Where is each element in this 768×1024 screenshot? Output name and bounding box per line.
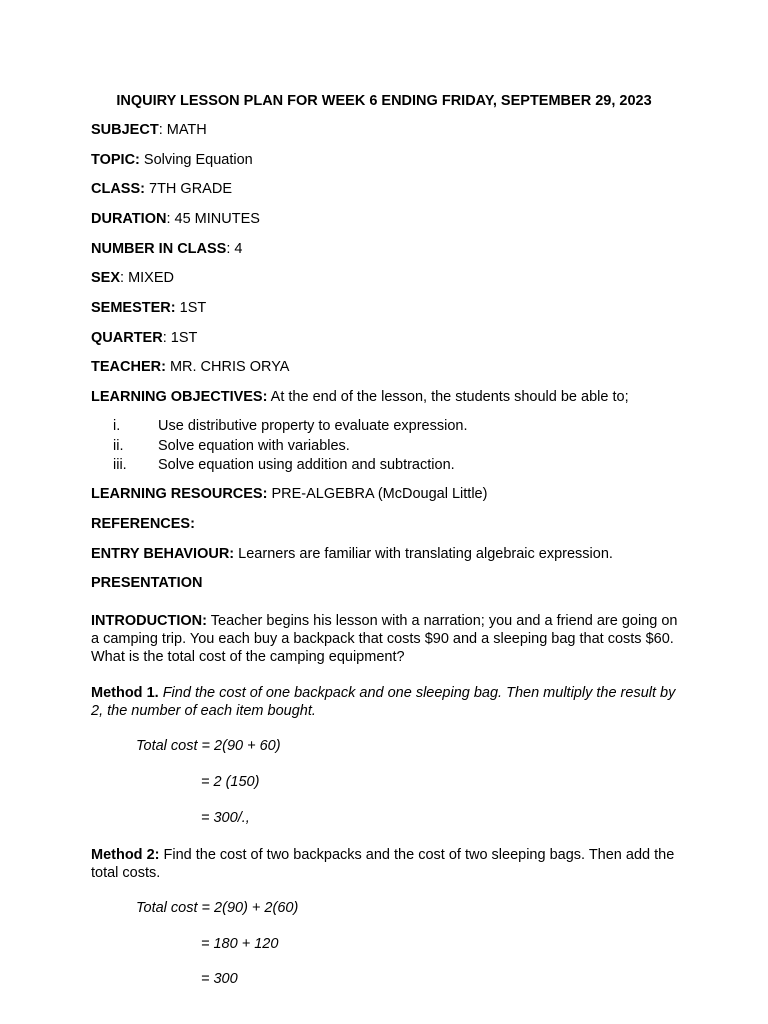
method1-equation-2: = 2 (150): [201, 774, 260, 790]
method1-label: Method 1.: [91, 685, 159, 701]
teacher-label: TEACHER:: [91, 359, 166, 375]
class-label: CLASS:: [91, 181, 145, 197]
teacher-field: [91, 359, 289, 375]
learning-objectives-label: LEARNING OBJECTIVES:: [91, 389, 268, 405]
number-in-class-sep: :: [226, 241, 235, 257]
method2-equation-1: Total cost = 2(90) + 2(60): [136, 900, 299, 916]
duration-field: [91, 211, 260, 227]
objective-text: Solve equation with variables.: [158, 438, 350, 454]
quarter-field: [91, 330, 197, 346]
document-title: INQUIRY LESSON PLAN FOR WEEK 6 ENDING FRIDAY, SEPTEMBER 29, 2023: [116, 93, 652, 109]
teacher-value: MR. CHRIS ORYA: [169, 359, 290, 375]
learning-objectives-value: At the end of the lesson, the students should be able to;: [270, 389, 629, 405]
objective-number: ii.: [113, 438, 124, 454]
introduction-label: INTRODUCTION:: [91, 613, 207, 629]
references-field: [91, 516, 195, 532]
objective-text: Solve equation using addition and subtraction.: [158, 457, 455, 473]
number-in-class-label: NUMBER IN CLASS: [91, 241, 227, 257]
presentation-label: PRESENTATION: [91, 575, 203, 591]
method2-equation-2: = 180 + 120: [201, 936, 279, 952]
presentation-heading: [91, 575, 202, 591]
semester-field: [91, 300, 206, 316]
duration-value: 45 MINUTES: [174, 211, 260, 227]
subject-label: SUBJECT: [91, 122, 159, 138]
subject-field: [91, 122, 207, 138]
introduction-paragraph: [91, 612, 681, 666]
quarter-label: QUARTER: [91, 330, 163, 346]
quarter-sep: :: [162, 330, 171, 346]
topic-value: Solving Equation: [143, 152, 253, 168]
learning-objectives-field: [91, 389, 629, 405]
method2-text: Find the cost of two backpacks and the cost of two sleeping bags. Then add the total costs.: [91, 847, 675, 881]
number-in-class-value: 4: [234, 241, 243, 257]
objective-item: [113, 418, 468, 434]
introduction-text: Teacher begins his lesson with a narration; you and a friend are going on a camping trip. You each buy a backpack that costs $90 and a sleeping bag that costs $60. What is the total cost of the camping equipment?: [91, 613, 678, 665]
quarter-value: 1ST: [170, 330, 198, 346]
subject-sep: :: [158, 122, 167, 138]
method1-equation-3: = 300/.,: [201, 810, 250, 826]
duration-label: DURATION: [91, 211, 167, 227]
method1-paragraph: [91, 684, 681, 720]
objective-item: [113, 438, 350, 454]
entry-behaviour-value: Learners are familiar with translating algebraic expression.: [238, 546, 613, 562]
duration-sep: :: [166, 211, 175, 227]
class-value: 7TH GRADE: [149, 181, 233, 197]
objective-item: [113, 457, 455, 473]
class-field: [91, 181, 232, 197]
method2-label: Method 2:: [91, 847, 160, 863]
subject-value: MATH: [166, 122, 207, 138]
entry-behaviour-label: ENTRY BEHAVIOUR:: [91, 546, 235, 562]
objective-number: iii.: [113, 457, 127, 473]
method2-equation-3: = 300: [201, 971, 238, 987]
sex-value: MIXED: [128, 270, 174, 286]
number-in-class-field: [91, 241, 242, 257]
learning-resources-value: PRE-ALGEBRA (McDougal Little): [271, 486, 488, 502]
topic-label: TOPIC:: [91, 152, 140, 168]
objective-number: i.: [113, 418, 121, 434]
semester-label: SEMESTER:: [91, 300, 176, 316]
semester-value: 1ST: [179, 300, 207, 316]
objective-text: Use distributive property to evaluate expression.: [158, 418, 468, 434]
topic-field: [91, 152, 253, 168]
learning-resources-field: [91, 486, 487, 502]
sex-sep: :: [120, 270, 129, 286]
method1-equation-1: Total cost = 2(90 + 60): [136, 738, 281, 754]
method2-paragraph: [91, 846, 681, 882]
sex-field: [91, 270, 174, 286]
learning-resources-label: LEARNING RESOURCES:: [91, 486, 268, 502]
sex-label: SEX: [91, 270, 121, 286]
entry-behaviour-field: [91, 546, 613, 562]
method1-text: Find the cost of one backpack and one sleeping bag. Then multiply the result by 2, the number of each item bought.: [91, 685, 676, 719]
references-label: REFERENCES:: [91, 516, 195, 532]
